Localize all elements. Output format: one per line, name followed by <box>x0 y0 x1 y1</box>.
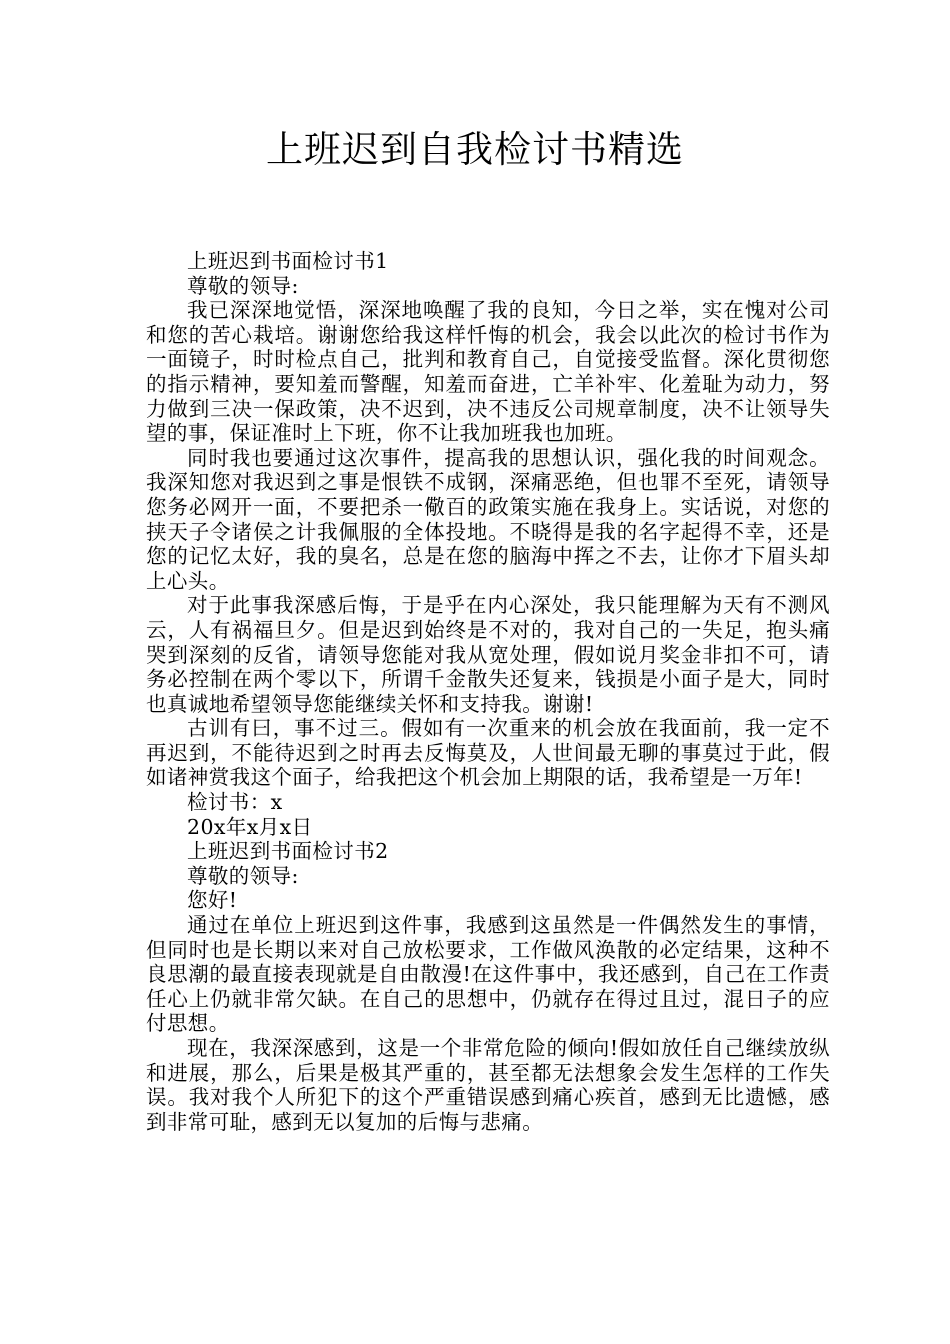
paragraph: 我已深深地觉悟，深深地唤醒了我的良知，今日之举，实在愧对公司和您的苦心栽培。谢谢您给我这样忏悔的机会，我会以此次的检讨书作为一面镜子，时时检点自己，批判和教育自己，自觉接受监督。深化贯彻您的指示精神，要知羞而警醒，知羞而奋进，亡羊补牢、化羞耻为动力，努力做到三决一保政策，决不迟到，决不违反公司规章制度，决不让领导失望的事，保证准时上下班，你不让我加班我也加班。 <box>146 298 830 446</box>
paragraph: 20x年x月x日 <box>187 814 313 839</box>
document-title: 上班迟到自我检讨书精选 <box>266 128 684 171</box>
paragraph: 古训有曰，事不过三。假如有一次重来的机会放在我面前，我一定不再迟到，不能待迟到之时再去反悔莫及，人世间最无聊的事莫过于此，假如诸神赏我这个面子，给我把这个机会加上期限的话，我希望是一万年! <box>146 716 830 790</box>
paragraph: 对于此事我深感后悔，于是乎在内心深处，我只能理解为天有不测风云，人有祸福旦夕。但是迟到始终是不对的，我对自己的一失足，抱头痛哭到深刻的反省，请领导您能对我从宽处理，假如说月奖金非扣不可，请务必控制在两个零以下，所谓千金散失还复来，钱损是小面子是大，同时也真诚地希望领导您能继续关怀和支持我。谢谢! <box>146 593 830 716</box>
paragraph: 尊敬的领导: <box>187 273 299 298</box>
paragraph: 上班迟到书面检讨书2 <box>187 839 389 864</box>
paragraph: 您好! <box>187 888 238 913</box>
paragraph: 同时我也要通过这次事件，提高我的思想认识，强化我的时间观念。我深知您对我迟到之事是恨铁不成钢，深痛恶绝，但也罪不至死，请领导您务必网开一面，不要把杀一儆百的政策实施在我身上。实话说，对您的挟天子令诸侯之计我佩服的全体投地。不晓得是我的名字起得不幸，还是您的记忆太好，我的臭名，总是在您的脑海中挥之不去，让你才下眉头却上心头。 <box>146 445 830 593</box>
paragraph: 检讨书：x <box>187 790 283 815</box>
paragraph: 通过在单位上班迟到这件事，我感到这虽然是一件偶然发生的事情，但同时也是长期以来对自己放松要求，工作做风涣散的必定结果，这种不良思潮的最直接表现就是自由散漫!在这件事中，我还感到，自己在工作责任心上仍就非常欠缺。在自己的思想中，仍就存在得过且过，混日子的应付思想。 <box>146 913 830 1036</box>
document-body <box>146 249 830 1134</box>
paragraph: 现在，我深深感到，这是一个非常危险的倾向!假如放任自己继续放纵和进展，那么，后果是极其严重的，甚至都无法想象会发生怎样的工作失误。我对我个人所犯下的这个严重错误感到痛心疾首，感到无比遗憾，感到非常可耻，感到无以复加的后悔与悲痛。 <box>146 1036 830 1134</box>
paragraph: 尊敬的领导: <box>187 863 299 888</box>
paragraph: 上班迟到书面检讨书1 <box>187 249 389 273</box>
